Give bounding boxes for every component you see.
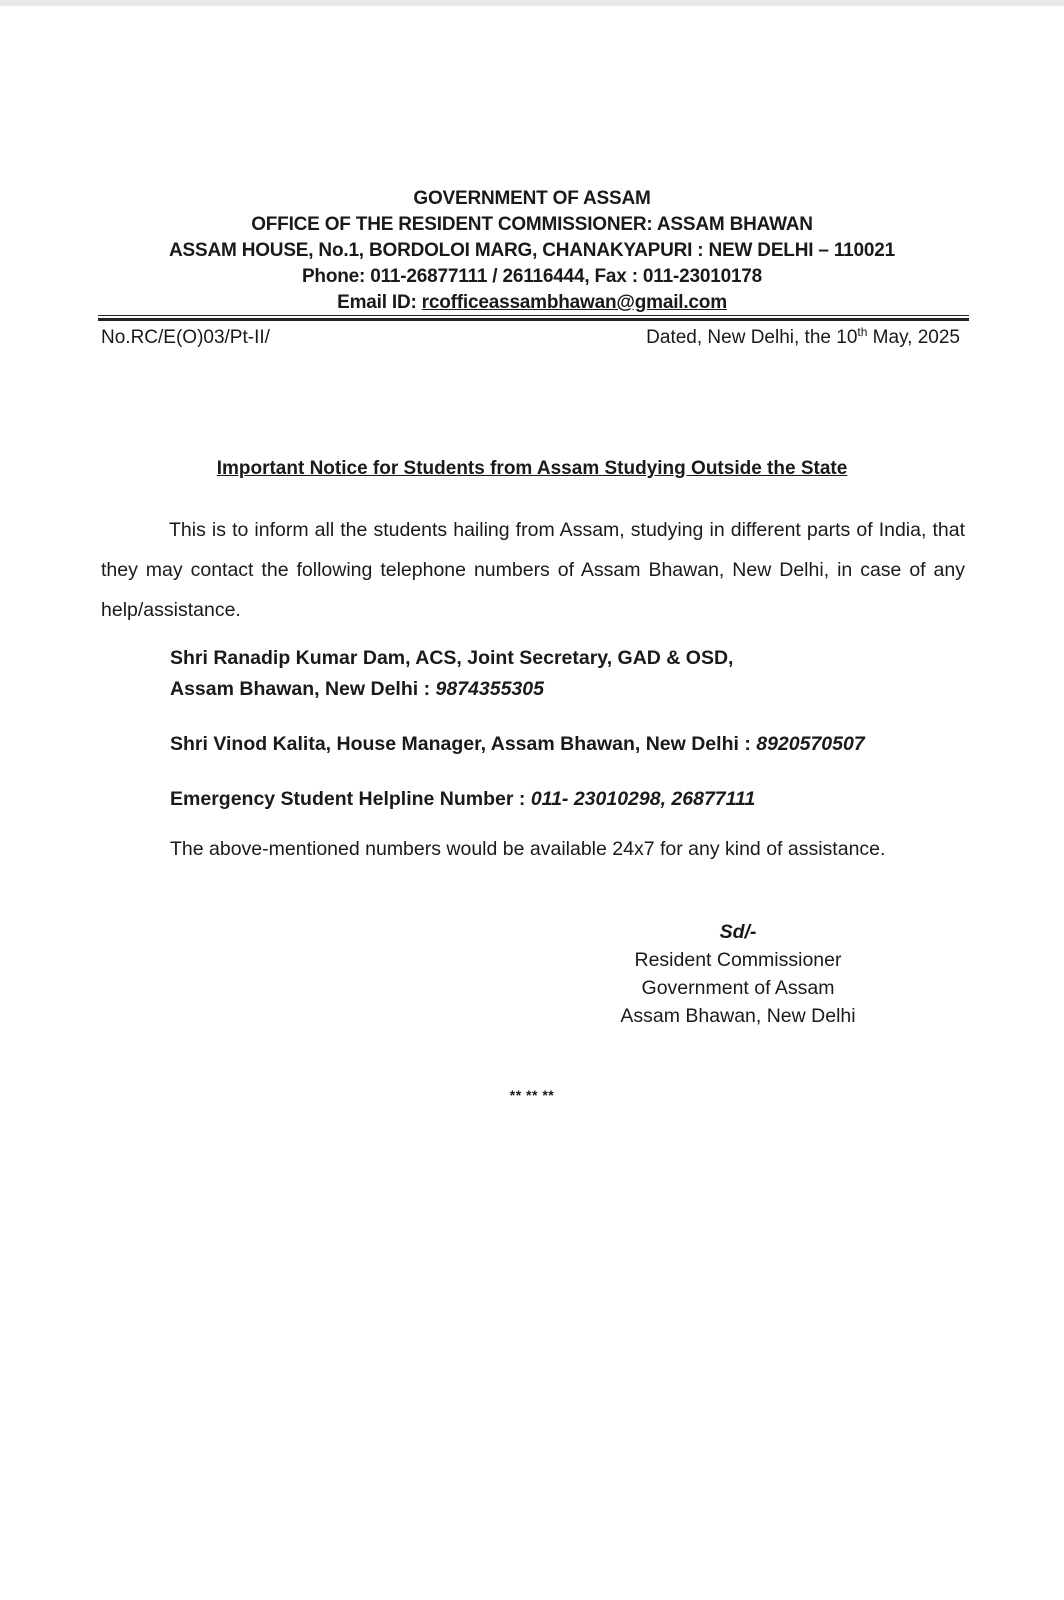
contact-vinod-kalita [170, 729, 865, 760]
date-prefix: Dated, New Delhi, the 10 [646, 327, 858, 348]
availability-note: The above-mentioned numbers would be available 24x7 for any kind of assistance. [170, 838, 886, 860]
date-rest: May, 2025 [867, 327, 960, 348]
letterhead-divider-thick [98, 318, 969, 321]
letterhead-phone: Phone: 011-26877111 / 26116444, Fax : 011-23010178 [301, 266, 763, 287]
contact-2-phone: 8920570507 [756, 733, 865, 755]
contact-1-location [170, 674, 733, 705]
contact-1-label: Assam Bhawan, New Delhi : [170, 678, 436, 700]
end-of-document-mark: ** ** ** [509, 1087, 555, 1103]
signature-designation: Resident Commissioner [634, 949, 842, 971]
letterhead-email-line [0, 290, 1064, 316]
letterhead-government: GOVERNMENT OF ASSAM [413, 188, 651, 209]
contact-emergency-helpline [170, 784, 755, 815]
date-line [646, 327, 960, 349]
notice-body: This is to inform all the students hailing from Assam, studying in different parts of India, that they may contact the following telephone numbers of Assam Bhawan, New Delhi, in case of any help/assistance. [101, 519, 965, 621]
signature-government: Government of Assam [641, 977, 835, 999]
contact-2-label: Shri Vinod Kalita, House Manager, Assam Bhawan, New Delhi : [170, 733, 757, 755]
reference-number: No.RC/E(O)03/Pt-II/ [101, 327, 270, 348]
top-border-strip [0, 0, 1064, 6]
contact-1-phone: 9874355305 [435, 678, 544, 700]
letterhead-address: ASSAM HOUSE, No.1, BORDOLOI MARG, CHANAKYAPURI : NEW DELHI – 110021 [169, 240, 895, 261]
letterhead-office: OFFICE OF THE RESIDENT COMMISSIONER: ASSAM BHAWAN [251, 214, 813, 235]
contact-1-title: Shri Ranadip Kumar Dam, ACS, Joint Secretary, GAD & OSD, [170, 647, 734, 669]
signature-block [560, 918, 916, 1030]
email-link[interactable]: rcofficeassambhawan@gmail.com [421, 292, 727, 313]
letterhead-divider-thin [98, 315, 969, 316]
contact-3-label: Emergency Student Helpline Number : [170, 788, 531, 810]
notice-subject: Important Notice for Students from Assam Studying Outside the State [216, 458, 848, 479]
date-ordinal-suffix: th [857, 325, 868, 339]
signature-sd: Sd/- [719, 921, 757, 943]
letterhead [0, 186, 1064, 316]
contact-3-phone: 011- 23010298, 26877111 [530, 788, 756, 810]
signature-office: Assam Bhawan, New Delhi [620, 1005, 856, 1027]
contact-ranadip-kumar-dam [170, 643, 733, 705]
email-label: Email ID: [337, 292, 422, 313]
